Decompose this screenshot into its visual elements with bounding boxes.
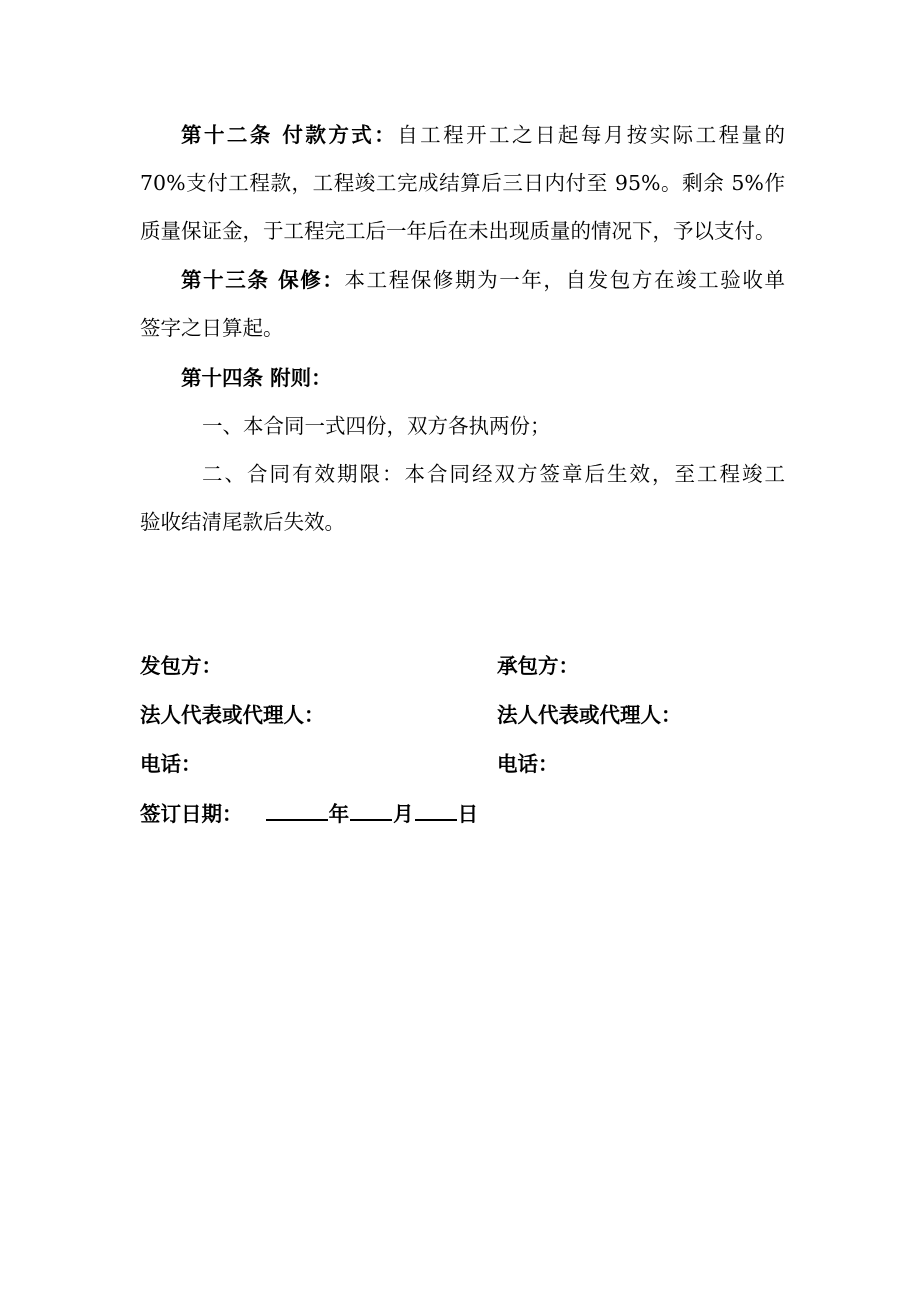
year-blank xyxy=(266,797,328,821)
article-12 xyxy=(140,111,785,255)
month-label: 月 xyxy=(393,802,414,826)
article-12-heading: 第十二条 付款方式： xyxy=(181,123,398,147)
article-14-item-2-line-1: 二、合同有效期限：本合同经双方签章后生效，至工程竣工 xyxy=(202,462,785,486)
article-14-heading: 第十四条 附则： xyxy=(181,366,332,390)
signing-date xyxy=(140,797,478,829)
article-13-heading: 第十三条 保修： xyxy=(181,268,345,292)
rep-a-label: 法人代表或代理人： xyxy=(140,703,325,727)
article-12-line-1: 第十二条 付款方式：自工程开工之日起每月按实际工程量的 xyxy=(181,123,786,147)
article-13-line-1: 第十三条 保修：本工程保修期为一年，自发包方在竣工验收单 xyxy=(181,268,785,292)
month-blank xyxy=(350,797,392,821)
date-label: 签订日期： xyxy=(140,802,243,826)
article-13 xyxy=(140,256,785,352)
party-b-label: 承包方： xyxy=(497,654,579,678)
phone-a-label: 电话： xyxy=(140,752,202,776)
article-12-line-2: 70%支付工程款，工程竣工完成结算后三日内付至 95%。剩余 5%作 xyxy=(140,171,785,195)
article-14-item-1: 一、本合同一式四份，双方各执两份； xyxy=(202,414,551,438)
party-a-label: 发包方： xyxy=(140,654,222,678)
year-label: 年 xyxy=(328,802,350,826)
article-12-line-3: 质量保证金，于工程完工后一年后在未出现质量的情况下，予以支付。 xyxy=(140,219,776,243)
rep-b-label: 法人代表或代理人： xyxy=(497,703,682,727)
day-blank xyxy=(415,797,457,821)
article-13-line-2: 签字之日算起。 xyxy=(140,316,284,340)
day-label: 日 xyxy=(457,802,479,826)
phone-b-label: 电话： xyxy=(497,752,559,776)
article-14-item-2-line-2: 验收结清尾款后失效。 xyxy=(140,510,345,534)
article-14 xyxy=(140,354,785,546)
